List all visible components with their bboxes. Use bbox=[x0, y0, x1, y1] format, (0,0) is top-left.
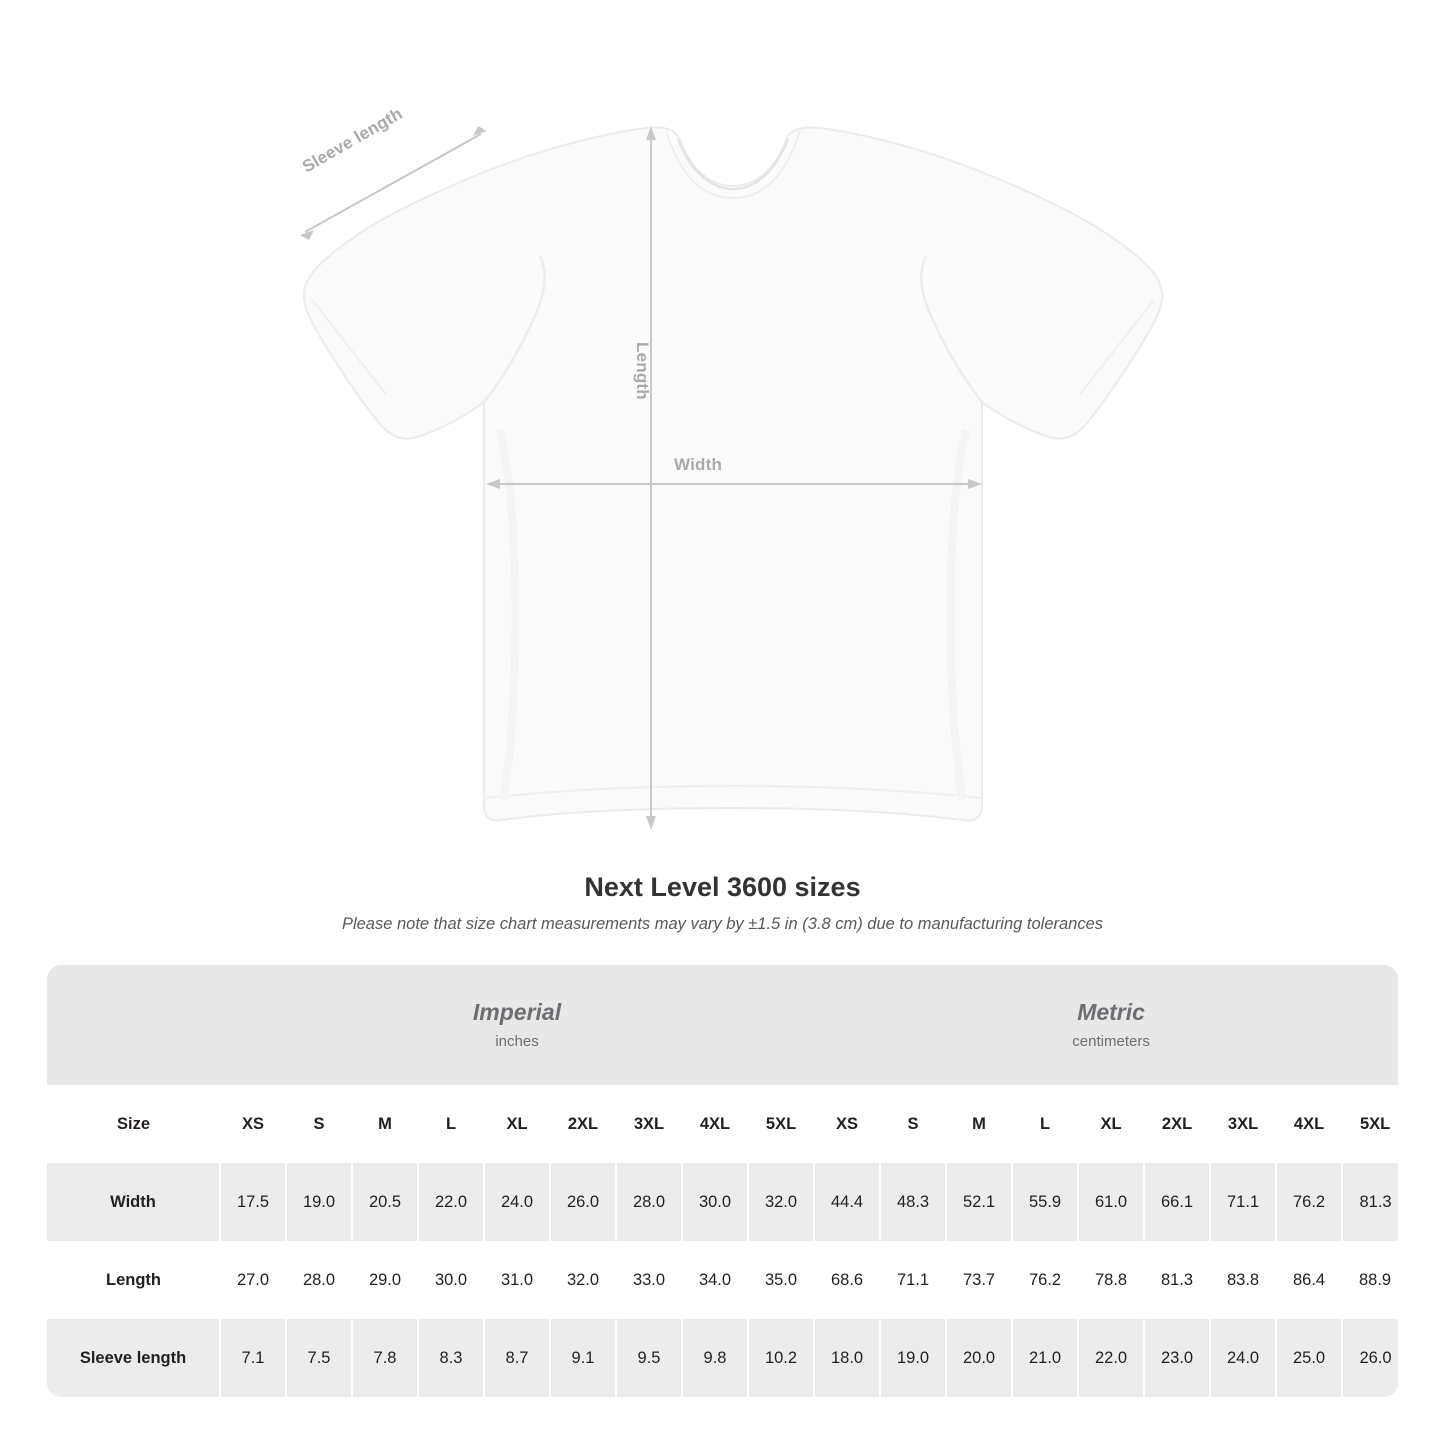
width-5xl-in: 32.0 bbox=[748, 1163, 814, 1241]
imperial-header bbox=[220, 965, 814, 1085]
length-5xl-cm: 88.9 bbox=[1342, 1241, 1398, 1319]
size-2xl-imperial: 2XL bbox=[550, 1085, 616, 1163]
sleeve-3xl-in: 9.5 bbox=[616, 1319, 682, 1397]
width-xl-in: 24.0 bbox=[484, 1163, 550, 1241]
length-s-in: 28.0 bbox=[286, 1241, 352, 1319]
width-m-cm: 52.1 bbox=[946, 1163, 1012, 1241]
tolerance-note: Please note that size chart measurements may vary by ±1.5 in (3.8 cm) due to manufacturing tolerances bbox=[341, 915, 1104, 933]
width-3xl-cm: 71.1 bbox=[1210, 1163, 1276, 1241]
length-m-in: 29.0 bbox=[352, 1241, 418, 1319]
sleeve-3xl-cm: 24.0 bbox=[1210, 1319, 1276, 1397]
length-3xl-cm: 83.8 bbox=[1210, 1241, 1276, 1319]
length-xl-in: 31.0 bbox=[484, 1241, 550, 1319]
size-xl-imperial: XL bbox=[484, 1085, 550, 1163]
size-3xl-imperial: 3XL bbox=[616, 1085, 682, 1163]
length-5xl-in: 35.0 bbox=[748, 1241, 814, 1319]
length-xs-cm: 68.6 bbox=[814, 1241, 880, 1319]
length-3xl-in: 33.0 bbox=[616, 1241, 682, 1319]
imperial-subtitle: inches bbox=[495, 1032, 539, 1050]
size-table-wrapper bbox=[47, 965, 1398, 1397]
size-row bbox=[47, 1085, 1398, 1163]
row-label-length: Length bbox=[47, 1241, 220, 1319]
sleeve-l-in: 8.3 bbox=[418, 1319, 484, 1397]
length-2xl-cm: 81.3 bbox=[1144, 1241, 1210, 1319]
sleeve-s-in: 7.5 bbox=[286, 1319, 352, 1397]
metric-title: Metric bbox=[1077, 999, 1145, 1026]
width-s-in: 19.0 bbox=[286, 1163, 352, 1241]
sleeve-xl-cm: 22.0 bbox=[1078, 1319, 1144, 1397]
row-label-size: Size bbox=[47, 1085, 220, 1163]
size-s-imperial: S bbox=[286, 1085, 352, 1163]
metric-subtitle: centimeters bbox=[1072, 1032, 1150, 1050]
unit-header-row bbox=[47, 965, 1398, 1085]
width-xs-cm: 44.4 bbox=[814, 1163, 880, 1241]
size-4xl-imperial: 4XL bbox=[682, 1085, 748, 1163]
length-label: Length bbox=[633, 342, 652, 400]
width-l-cm: 55.9 bbox=[1012, 1163, 1078, 1241]
corner-cell bbox=[47, 965, 220, 1085]
length-row bbox=[47, 1241, 1398, 1319]
imperial-title: Imperial bbox=[472, 999, 562, 1026]
width-4xl-cm: 76.2 bbox=[1276, 1163, 1342, 1241]
width-s-cm: 48.3 bbox=[880, 1163, 946, 1241]
sleeve-xl-in: 8.7 bbox=[484, 1319, 550, 1397]
sleeve-4xl-cm: 25.0 bbox=[1276, 1319, 1342, 1397]
row-label-width: Width bbox=[47, 1163, 220, 1241]
size-xs-metric: XS bbox=[814, 1085, 880, 1163]
size-s-metric: S bbox=[880, 1085, 946, 1163]
sleeve-xs-cm: 18.0 bbox=[814, 1319, 880, 1397]
sleeve-2xl-in: 9.1 bbox=[550, 1319, 616, 1397]
sleeve-2xl-cm: 23.0 bbox=[1144, 1319, 1210, 1397]
width-row bbox=[47, 1163, 1398, 1241]
sleeve-m-cm: 20.0 bbox=[946, 1319, 1012, 1397]
length-xl-cm: 78.8 bbox=[1078, 1241, 1144, 1319]
width-3xl-in: 28.0 bbox=[616, 1163, 682, 1241]
length-xs-in: 27.0 bbox=[220, 1241, 286, 1319]
sleeve-xs-in: 7.1 bbox=[220, 1319, 286, 1397]
length-2xl-in: 32.0 bbox=[550, 1241, 616, 1319]
size-table bbox=[47, 965, 1398, 1397]
size-l-imperial: L bbox=[418, 1085, 484, 1163]
sleeve-row bbox=[47, 1319, 1398, 1397]
width-l-in: 22.0 bbox=[418, 1163, 484, 1241]
sleeve-s-cm: 19.0 bbox=[880, 1319, 946, 1397]
size-xl-metric: XL bbox=[1078, 1085, 1144, 1163]
length-s-cm: 71.1 bbox=[880, 1241, 946, 1319]
size-5xl-imperial: 5XL bbox=[748, 1085, 814, 1163]
size-3xl-metric: 3XL bbox=[1210, 1085, 1276, 1163]
sleeve-5xl-in: 10.2 bbox=[748, 1319, 814, 1397]
width-label: Width bbox=[674, 455, 723, 474]
size-5xl-metric: 5XL bbox=[1342, 1085, 1398, 1163]
sleeve-length-label: Sleeve length bbox=[299, 103, 406, 177]
size-l-metric: L bbox=[1012, 1085, 1078, 1163]
row-label-sleeve: Sleeve length bbox=[47, 1319, 220, 1397]
length-m-cm: 73.7 bbox=[946, 1241, 1012, 1319]
size-m-imperial: M bbox=[352, 1085, 418, 1163]
length-l-cm: 76.2 bbox=[1012, 1241, 1078, 1319]
sleeve-4xl-in: 9.8 bbox=[682, 1319, 748, 1397]
size-xs-imperial: XS bbox=[220, 1085, 286, 1163]
sleeve-5xl-cm: 26.0 bbox=[1342, 1319, 1398, 1397]
width-m-in: 20.5 bbox=[352, 1163, 418, 1241]
width-2xl-cm: 66.1 bbox=[1144, 1163, 1210, 1241]
width-xs-in: 17.5 bbox=[220, 1163, 286, 1241]
page-title: Next Level 3600 sizes bbox=[584, 872, 861, 902]
width-5xl-cm: 81.3 bbox=[1342, 1163, 1398, 1241]
length-4xl-cm: 86.4 bbox=[1276, 1241, 1342, 1319]
sleeve-l-cm: 21.0 bbox=[1012, 1319, 1078, 1397]
width-2xl-in: 26.0 bbox=[550, 1163, 616, 1241]
size-2xl-metric: 2XL bbox=[1144, 1085, 1210, 1163]
width-4xl-in: 30.0 bbox=[682, 1163, 748, 1241]
size-m-metric: M bbox=[946, 1085, 1012, 1163]
length-l-in: 30.0 bbox=[418, 1241, 484, 1319]
sleeve-m-in: 7.8 bbox=[352, 1319, 418, 1397]
metric-header bbox=[814, 965, 1398, 1085]
length-4xl-in: 34.0 bbox=[682, 1241, 748, 1319]
width-xl-cm: 61.0 bbox=[1078, 1163, 1144, 1241]
size-4xl-metric: 4XL bbox=[1276, 1085, 1342, 1163]
